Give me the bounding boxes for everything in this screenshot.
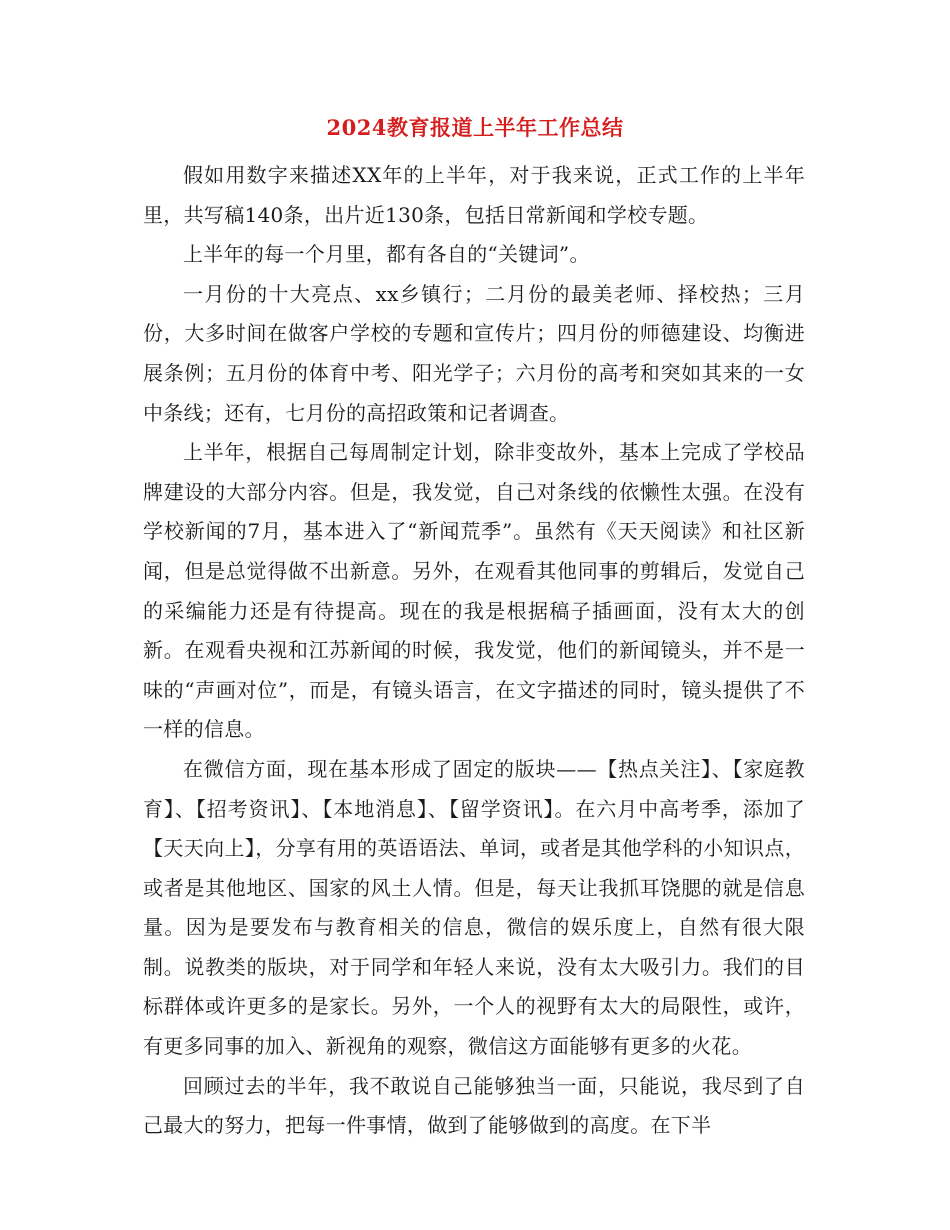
document-title: 2024教育报道上半年工作总结: [326, 115, 624, 140]
paragraph-reflection: 上半年，根据自己每周制定计划，除非变故外，基本上完成了学校品牌建设的大部分内容。但是，我发觉，自己对条线的依懒性太强。在没有学校新闻的7月，基本进入了“新闻荒季”。虽然有《天天阅读》和社区新闻，但是总觉得做不出新意。另外，在观看其他同事的剪辑后，发觉自己的采编能力还是有待提高。现在的我是根据稿子插画面，没有太大的创新。在观看央视和江苏新闻的时候，我发觉，他们的新闻镜头，并不是一味的“声画对位”，而是，有镜头语言，在文字描述的同时，镜头提供了不一样的信息。: [143, 440, 805, 742]
paragraph-wechat: 在微信方面，现在基本形成了固定的版块——【热点关注】、【家庭教育】、【招考资讯】、【本地消息】、【留学资讯】。在六月中高考季，添加了【天天向上】，分享有用的英语语法、单词，或者是其他学科的小知识点，或者是其他地区、国家的风土人情。但是，每天让我抓耳饶腮的就是信息量。因为是要发布与教育相关的信息，微信的娱乐度上，自然有很大限制。说教类的版块，对于同学和年轻人来说，没有太大吸引力。我们的目标群体或许更多的是家长。另外，一个人的视野有太大的局限性，或许，有更多同事的加入、新视角的观察，微信这方面能够有更多的火花。: [143, 756, 805, 1059]
document-body: [143, 156, 805, 1146]
paragraph-summary-numbers: 假如用数字来描述XX年的上半年，对于我来说，正式工作的上半年里，共写稿140条，出片近130条，包括日常新闻和学校专题。: [143, 163, 805, 227]
paragraph-keywords-intro: 上半年的每一个月里，都有各自的“关键词”。: [183, 242, 590, 267]
paragraph-review: 回顾过去的半年，我不敢说自己能够独当一面，只能说，我尽到了自己最大的努力，把每一件事情，做到了能够做到的高度。在下半: [143, 1073, 805, 1138]
paragraph-monthly-keywords: 一月份的十大亮点、xx乡镇行；二月份的最美老师、择校热；三月份，大多时间在做客户学校的专题和宣传片；四月份的师德建设、均衡进展条例；五月份的体育中考、阳光学子；六月份的高考和突如其来的一女中条线；还有，七月份的高招政策和记者调查。: [143, 281, 805, 425]
